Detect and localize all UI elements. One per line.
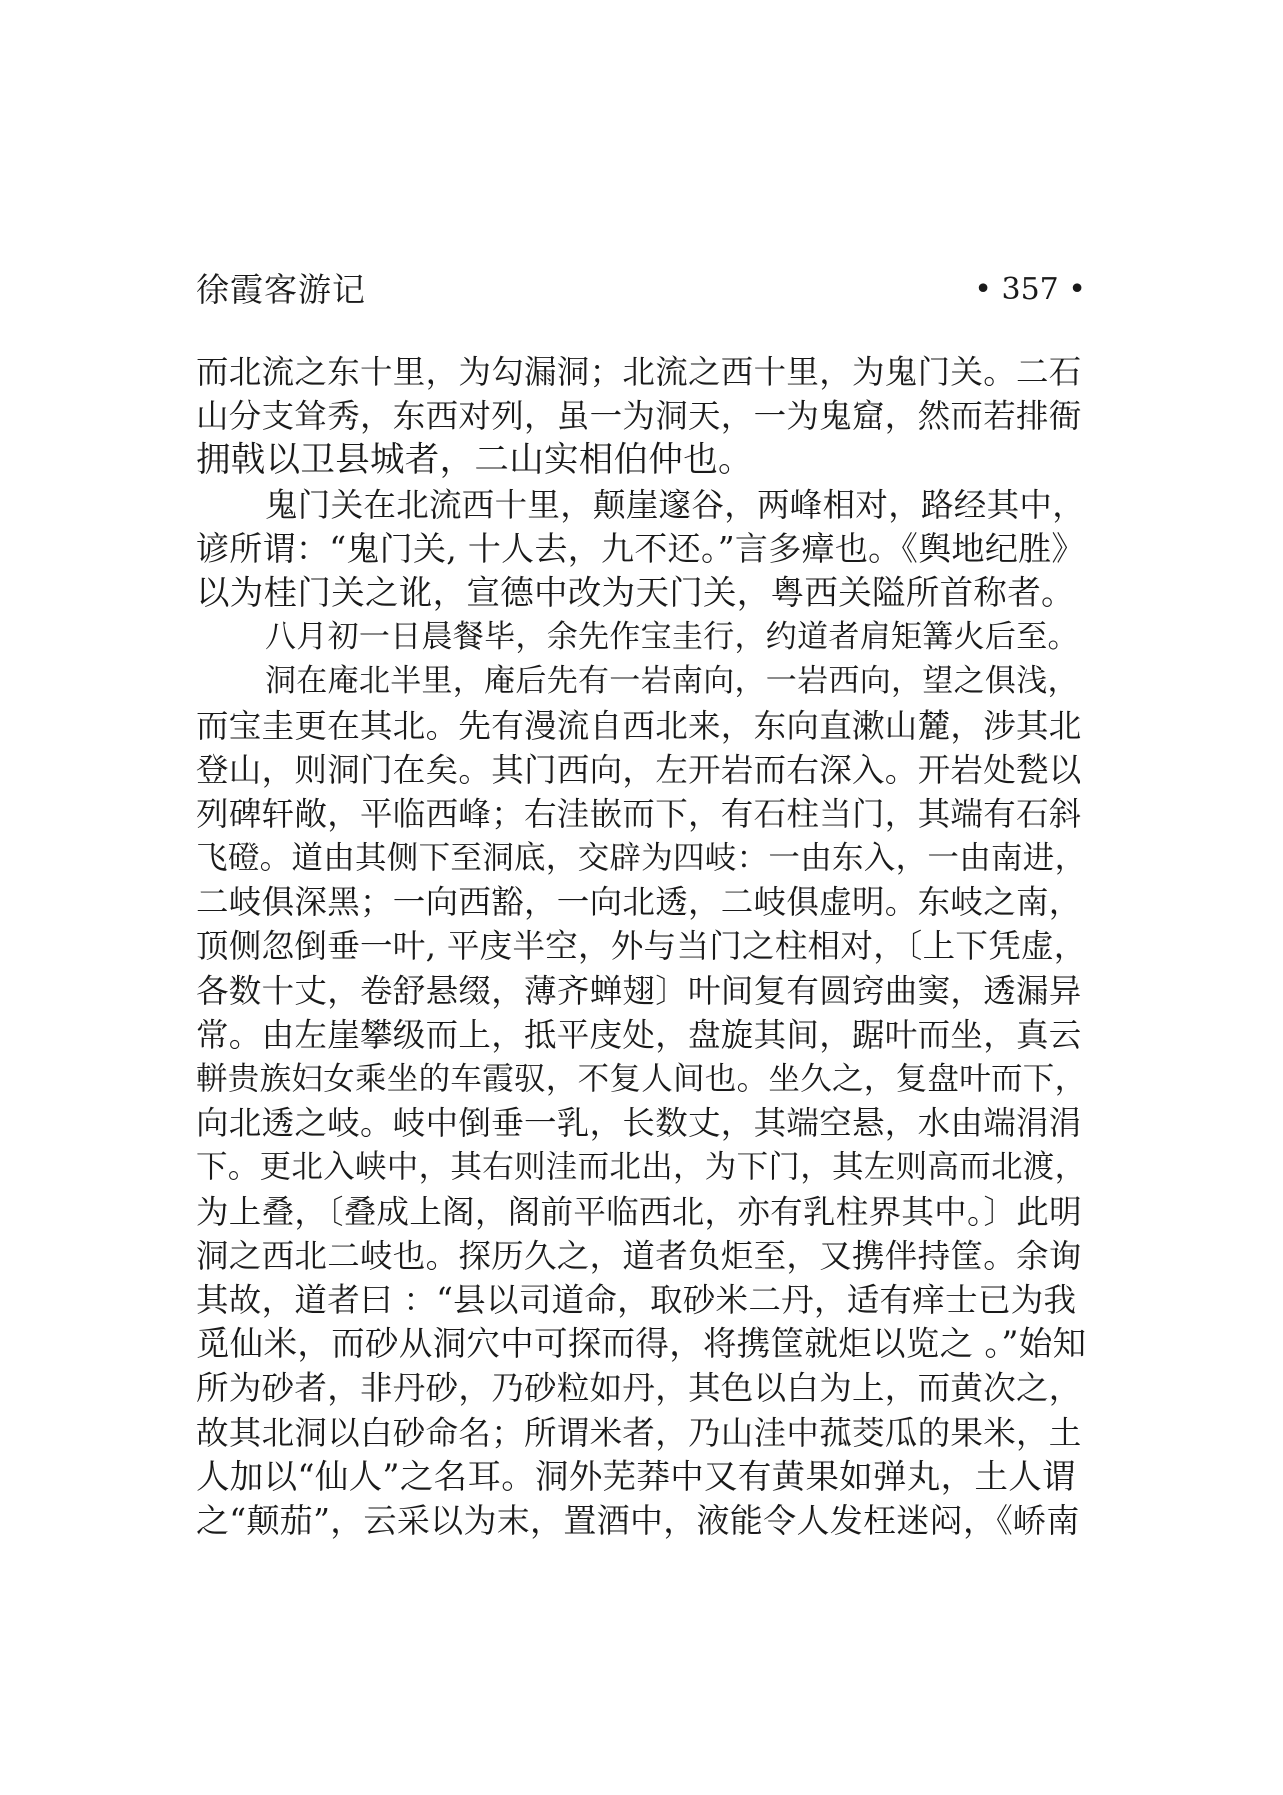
body-text	[196, 350, 1086, 1543]
text-line: 故其北洞以白砂命名；所谓米者，乃山洼中菰茭瓜的果米，土	[196, 1413, 1082, 1452]
running-header	[196, 268, 1086, 312]
text-line: 洞在庵北半里，庵后先有一岩南向，一岩西向，望之俱浅，	[265, 663, 1079, 700]
page-number: • 357 •	[974, 272, 1086, 307]
text-line: 八月初一日晨餐毕，余先作宝圭行，约道者肩矩篝火后至。	[265, 619, 1079, 656]
text-line: 以为桂门关之讹，宣德中改为天门关，粤西关隘所首称者。	[196, 572, 1075, 612]
text-line: 为上叠，〔叠成上阁，阁前平临西北，亦有乳柱界其中。〕此明	[196, 1192, 1082, 1231]
text-line: 列碑轩敞，平临西峰；右洼嵌而下，有石柱当门，其端有石斜	[196, 794, 1082, 833]
text-line: 人加以“仙人”之名耳。洞外芜莽中又有黄果如弹丸，土人谓	[196, 1456, 1076, 1496]
text-line: 登山，则洞门在矣。其门西向，左开岩而右深入。开岩处甃以	[196, 750, 1082, 789]
text-line: 之“颠茄”，云采以为末，置酒中，液能令人发枉迷闷，《峤南	[196, 1500, 1080, 1540]
text-line: 常。由左崖攀级而上，抵平庋处，盘旋其间，踞叶而坐，真云	[196, 1015, 1082, 1054]
text-line: 軿贵族妇女乘坐的车霞驭，不复人间也。坐久之，复盘叶而下，	[196, 1061, 1087, 1097]
text-line: 而宝圭更在其北。先有漫流自西北来，东向直漱山麓，涉其北	[196, 706, 1082, 745]
text-line: 下。更北入峡中，其右则洼而北出，为下门，其左则高而北渡，	[196, 1149, 1087, 1186]
text-line: 各数十丈，卷舒悬缀，薄齐蝉翅〕叶间复有圆窍曲窦，透漏异	[196, 971, 1082, 1010]
text-line: 飞磴。道由其侧下至洞底，交辟为四岐：一由东入，一由南进，	[196, 840, 1087, 877]
text-line: 山分支耸秀，东西对列，虽一为洞天，一为鬼窟，然而若排衙	[196, 397, 1082, 436]
text-line: 洞之西北二岐也。探历久之，道者负炬至，又携伴持筐。余询	[196, 1236, 1082, 1275]
text-line: 而北流之东十里，为勾漏洞；北流之西十里，为鬼门关。二石	[196, 353, 1082, 391]
text-line: 鬼门关在北流西十里，颠崖邃谷，两峰相对，路经其中，	[265, 485, 1086, 524]
text-line: 顶侧忽倒垂一叶, 平庋半空，外与当门之柱相对，〔上下凭虚，	[196, 927, 1087, 966]
text-line: 拥戟以卫县城者，二山实相伯仲也。	[196, 440, 753, 481]
text-line: 所为砂者，非丹砂，乃砂粒如丹，其色以白为上，而黄次之，	[196, 1369, 1082, 1408]
book-title: 徐霞客游记	[196, 270, 366, 309]
text-line: 觅仙米，而砂从洞穴中可探而得，将携筐就炬以览之 。”始知	[196, 1324, 1087, 1364]
text-line: 其故，道者曰 ：“县以司道命，取砂米二丹，适有痒士已为我	[196, 1280, 1077, 1319]
text-line: 二岐俱深黑；一向西豁，一向北透，二岐俱虚明。东岐之南，	[196, 883, 1082, 922]
text-line: 谚所谓：“鬼门关, 十人去，九不还。”言多瘴也。《舆地纪胜》	[196, 528, 1085, 568]
text-line: 向北透之岐。岐中倒垂一乳，长数丈，其端空悬，水由端涓涓	[196, 1104, 1082, 1143]
